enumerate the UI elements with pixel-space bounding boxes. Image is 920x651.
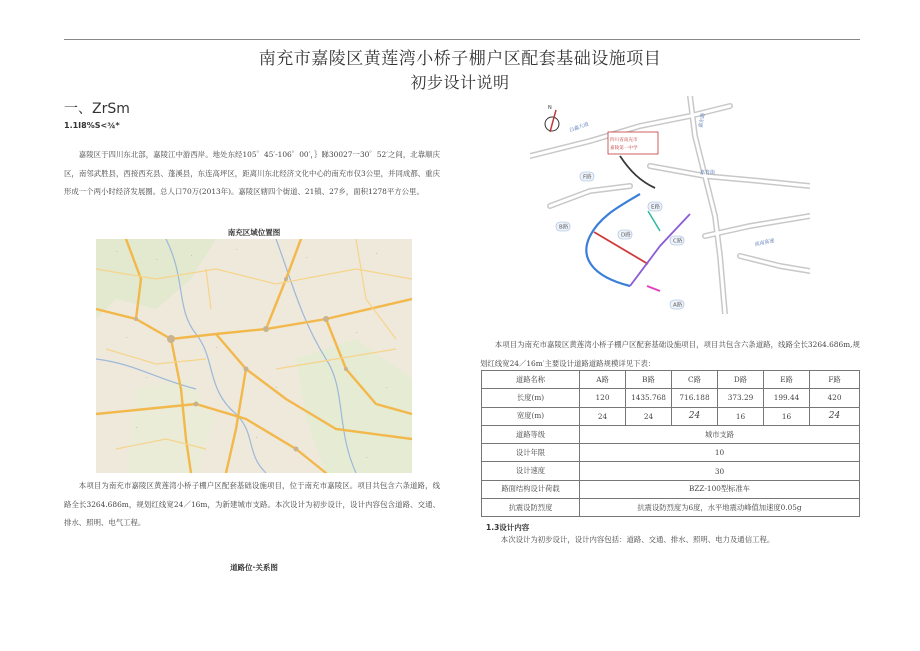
header-road-a: A路	[580, 371, 626, 389]
svg-text:·: ·	[136, 425, 138, 431]
svg-text:A路: A路	[673, 302, 683, 309]
road-label-jiadong: 嘉东路	[698, 112, 707, 129]
table-row	[482, 462, 860, 480]
svg-text:·: ·	[191, 253, 193, 259]
road-table-intro-paragraph: 本项目为南充市嘉陵区黄莲湾小桥子棚户区配套基础设施项目，项目共包含六条道路，线路全长3264.686m,规划红线宽24／16m′主要设计道路道路规模详见下表：	[480, 340, 860, 368]
length-cell: 1435.768	[626, 389, 672, 407]
svg-text:B路: B路	[559, 224, 569, 231]
svg-text:N: N	[548, 105, 552, 111]
road-label-jiayu: 嘉育街	[700, 170, 716, 176]
width-label: 宽度(m)	[482, 407, 580, 425]
table-row	[482, 407, 860, 425]
project-overview-paragraph: 本项目为南充市嘉陵区黄莲湾小桥子棚户区配套基础设施项目，位于南充市嘉陵区。项目共包含六条道路，线路全长3264.686m，规划红线宽24／16m，为新建城市支路。本次设计为初步设计，设计内容包含道路、交通、排水、照明、电气工程。	[64, 481, 440, 528]
road-specs-table	[481, 370, 860, 517]
svg-text:·: ·	[376, 251, 378, 257]
width-cell: 24	[672, 407, 718, 425]
load-value: BZZ-100型标准车	[580, 480, 860, 498]
table-row	[482, 425, 860, 443]
svg-text:·: ·	[116, 249, 118, 255]
svg-text:·: ·	[256, 435, 258, 441]
svg-text:·: ·	[236, 247, 238, 253]
header-road-e: E路	[764, 371, 810, 389]
width-cell: 16	[718, 407, 764, 425]
header-road-c: C路	[672, 371, 718, 389]
seismic-value: 抗震设防烈度为6度，水平地震动峰值加速度0.05g	[580, 499, 860, 517]
road-label-chengnan: 成南高速	[754, 237, 775, 248]
speed-label: 设计速度	[482, 462, 580, 480]
width-cell: 24	[580, 407, 626, 425]
years-value: 10	[580, 444, 860, 462]
length-cell: 716.188	[672, 389, 718, 407]
svg-text:·: ·	[216, 345, 218, 351]
design-content-paragraph: 本次设计为初步设计，设计内容包括：道路、交通、排水、照明、电力及通信工程。	[500, 535, 775, 544]
svg-text:F路: F路	[583, 174, 592, 181]
grade-label: 道路等级	[482, 425, 580, 443]
width-cell: 16	[764, 407, 810, 425]
section-heading-1-1: 1.1I8%S<¾*	[64, 121, 120, 130]
road-map-caption: 道路位·关系图	[230, 563, 278, 572]
section-heading-1-3: 1.3设计内容	[486, 523, 530, 532]
header-road-f: F路	[810, 371, 860, 389]
road-label-baixin: 白鑫大道	[568, 121, 590, 134]
speed-value: 30	[580, 462, 860, 480]
location-paragraph: 嘉陵区于四川东北部，嘉陵江中游西岸。地处东经105゜45′-106゜00′，｝睇30027一30゜52′之间，北靠顺庆区，南邻武胜县，西接西充县、蓬溪县，东连高坪区，距离川东北经济文化中心的南充市仅3公里，并同成都、重庆形成一个两小时经济发展圈。总人口70万(2013年)。嘉陵区辖四个街道、21镇、27乡，面积1278平方公里。	[64, 150, 440, 197]
svg-text:·: ·	[356, 330, 358, 336]
length-cell: 420	[810, 389, 860, 407]
svg-text:E路: E路	[651, 204, 660, 211]
svg-text:C路: C路	[673, 238, 683, 245]
header-road-d: D路	[718, 371, 764, 389]
svg-text:·: ·	[276, 385, 278, 391]
header-road-name: 道路名称	[482, 371, 580, 389]
load-label: 路面结构设计荷载	[482, 480, 580, 498]
length-cell: 199.44	[764, 389, 810, 407]
svg-text:嘉陵第一中学: 嘉陵第一中学	[610, 146, 638, 151]
width-cell: 24	[810, 407, 860, 425]
years-label: 设计年限	[482, 444, 580, 462]
svg-text:·: ·	[386, 385, 388, 391]
length-cell: 120	[580, 389, 626, 407]
svg-text:·: ·	[306, 255, 308, 261]
svg-text:·: ·	[156, 257, 158, 263]
school-label: 四川省南充市	[610, 138, 638, 143]
grade-value: 城市支路	[580, 425, 860, 443]
document-subtitle: 初步设计说明	[410, 73, 510, 92]
table-row	[482, 480, 860, 498]
table-row	[482, 499, 860, 517]
svg-text:D路: D路	[621, 232, 631, 239]
region-map-caption: 南充区域位置图	[227, 228, 281, 237]
svg-text:·: ·	[126, 335, 128, 341]
table-row	[482, 444, 860, 462]
length-cell: 373.29	[718, 389, 764, 407]
seismic-label: 抗震设防烈度	[482, 499, 580, 517]
svg-text:·: ·	[146, 375, 148, 381]
document-title: 南充市嘉陵区黄莲湾小桥子棚户区配套基础设施项目	[258, 49, 662, 69]
road-location-map	[530, 96, 810, 314]
top-rule	[64, 39, 860, 40]
table-row	[482, 371, 860, 389]
header-road-b: B路	[626, 371, 672, 389]
width-cell: 24	[626, 407, 672, 425]
region-map-image	[96, 239, 412, 473]
section-heading-1: 一、ZrSm	[64, 101, 130, 117]
svg-text:·: ·	[366, 455, 368, 461]
length-label: 长度(m)	[482, 389, 580, 407]
table-row	[482, 389, 860, 407]
